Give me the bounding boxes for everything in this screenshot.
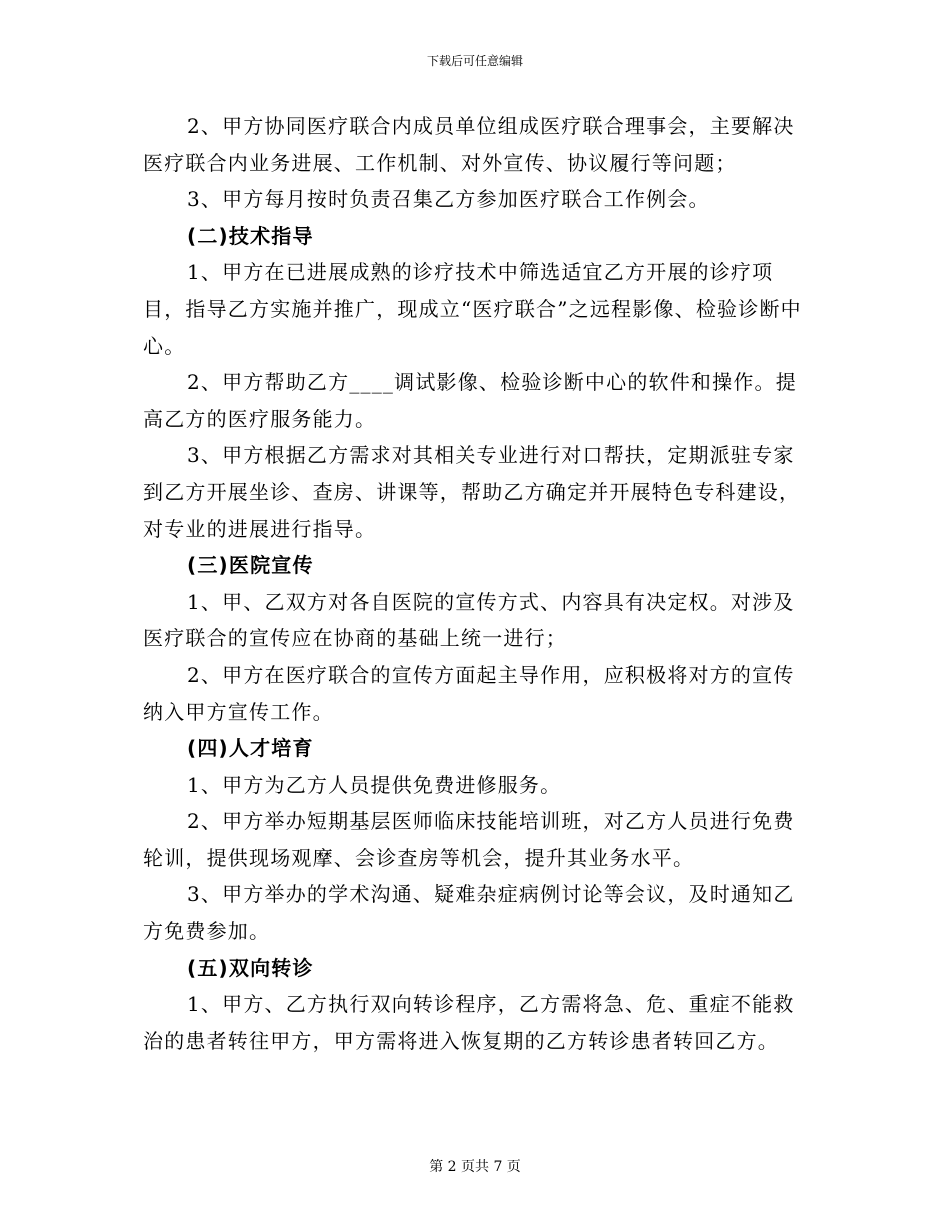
paragraph: 3、甲方根据乙方需求对其相关专业进行对口帮扶，定期派驻专家到乙方开展坐诊、查房、讲课等，帮助乙方确定并开展特色专科建设，对专业的进展进行指导。	[143, 443, 801, 541]
paragraph: 1、甲方为乙方人员提供免费进修服务。	[187, 772, 562, 797]
paragraph: 2、甲方协同医疗联合内成员单位组成医疗联合理事会，主要解决医疗联合内业务进展、工作机制、对外宣传、协议履行等问题；	[143, 114, 795, 175]
page-header: 下载后可任意编辑	[426, 54, 523, 68]
document-body	[143, 108, 809, 1059]
paragraph: 3、甲方每月按时负责召集乙方参加医疗联合工作例会。	[187, 187, 710, 212]
paragraph: 1、甲方、乙方执行双向转诊程序，乙方需将急、危、重症不能救治的患者转往甲方，甲方需将进入恢复期的乙方转诊患者转回乙方。	[143, 992, 795, 1053]
paragraph: 1、甲、乙双方对各自医院的宣传方式、内容具有决定权。对涉及医疗联合的宣传应在协商的基础上统一进行；	[143, 589, 795, 651]
paragraph: 1、甲方在已进展成熟的诊疗技术中筛选适宜乙方开展的诊疗项目，指导乙方实施并推广，现成立“医疗联合”之远程影像、检验诊断中心。	[143, 260, 802, 358]
section-heading: (五)双向转诊	[187, 955, 314, 980]
paragraph: 2、甲方举办短期基层医师临床技能培训班，对乙方人员进行免费轮训，提供现场观摩、会诊查房等机会，提升其业务水平。	[143, 809, 795, 870]
page-number: 第 2 页共 7 页	[429, 1159, 521, 1175]
paragraph: 2、甲方在医疗联合的宣传方面起主导作用，应积极将对方的宣传纳入甲方宣传工作。	[143, 662, 795, 724]
paragraph: 3、甲方举办的学术沟通、疑难杂症病例讨论等会议，及时通知乙方免费参加。	[143, 882, 795, 944]
section-heading: (二)技术指导	[187, 223, 314, 248]
section-heading: (四)人才培育	[187, 736, 314, 761]
paragraph: 2、甲方帮助乙方____调试影像、检验诊断中心的软件和操作。提高乙方的医疗服务能力。	[143, 370, 797, 431]
section-heading: (三)医院宣传	[187, 553, 314, 578]
